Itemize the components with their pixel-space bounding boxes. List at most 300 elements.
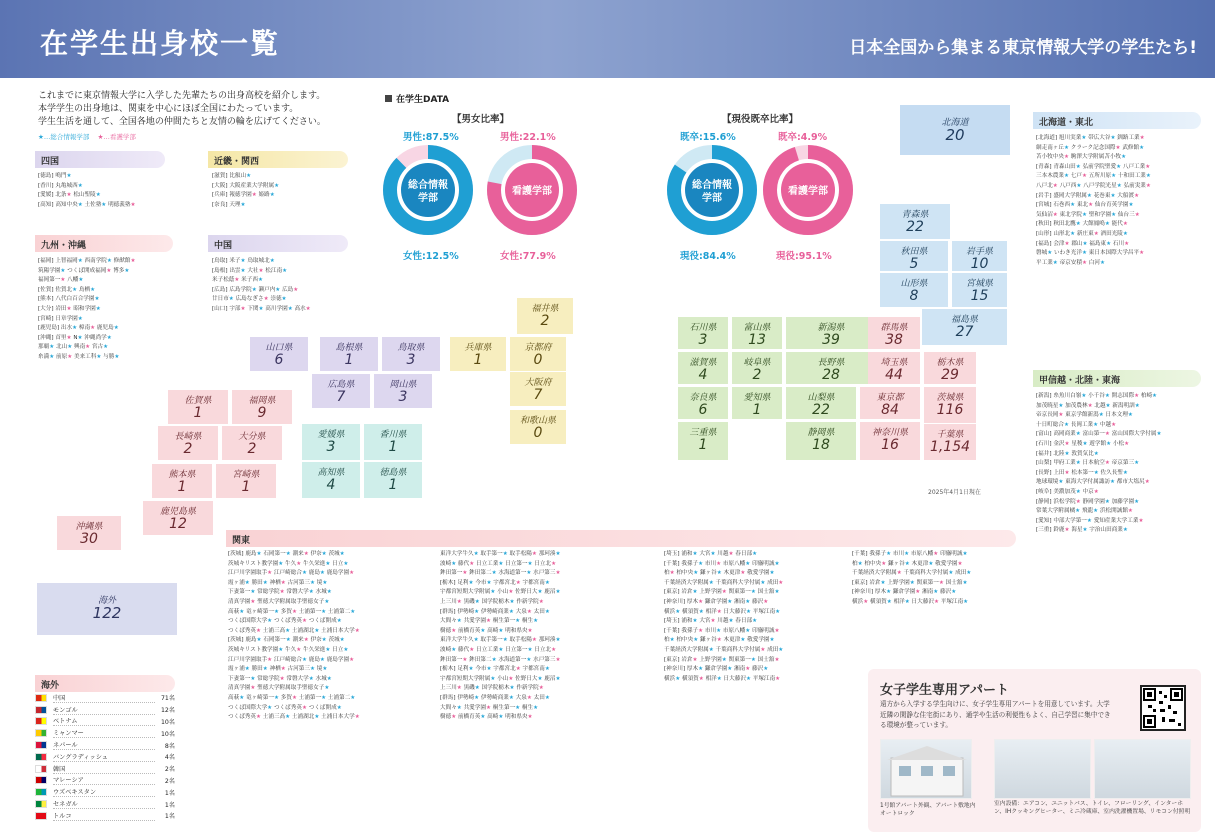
- star-icon: ★: [745, 560, 751, 567]
- prefecture-name: 三重県: [689, 428, 717, 438]
- faculty-legend: [38, 132, 136, 141]
- donut-info-gender: [380, 142, 476, 238]
- school-line: [鳥取] 米子★ 鳥取城北★: [212, 258, 275, 264]
- star-icon: ★: [456, 598, 462, 605]
- star-icon: ★: [551, 646, 557, 653]
- school-line: [大阪] 大阪産業大学附属★: [212, 182, 280, 189]
- school-line: 地球環境★ 東海大学付属諏訪★ 都市大塩尻★: [1036, 479, 1150, 486]
- prefecture-tile-osaka: [510, 372, 566, 406]
- star-icon: ★: [509, 598, 515, 605]
- star-icon: ★: [538, 598, 544, 605]
- prefecture-count: 1: [344, 352, 354, 368]
- prefecture-tile-kaigai: [37, 583, 177, 635]
- region-tag-kanto: 関東: [226, 530, 1016, 547]
- star-icon: ★: [130, 258, 136, 264]
- school-line: 江戸川学園取手★ 江戸崎総合★ 鹿島★ 鹿島学園★: [228, 570, 355, 577]
- star-icon: ★: [67, 353, 73, 360]
- overseas-row: [35, 798, 175, 810]
- star-icon: ★: [537, 675, 543, 682]
- star-icon: ★: [251, 192, 257, 199]
- prefecture-count: 20: [945, 126, 965, 144]
- star-icon: ★: [240, 267, 246, 274]
- school-line: [山口] 宇部★ 下関★ 高川学園★ 高水★: [212, 305, 311, 312]
- star-icon: ★: [314, 627, 320, 634]
- star-icon: ★: [928, 560, 934, 567]
- prefecture-tile-fukushima: [922, 309, 1007, 345]
- school-line: 波崎★ 藤代★ 日立工業★ 日立第一★ 日立北★: [440, 560, 557, 567]
- prefecture-count: 84: [881, 402, 899, 418]
- star-icon: ★: [305, 305, 311, 312]
- star-icon: ★: [480, 627, 486, 634]
- country-name: 中国: [53, 693, 155, 703]
- star-icon: ★: [267, 704, 273, 711]
- prefecture-count: 44: [885, 367, 903, 383]
- star-icon: ★: [752, 551, 758, 557]
- star-icon: ★: [1134, 460, 1140, 467]
- star-icon: ★: [698, 675, 704, 682]
- star-icon: ★: [515, 618, 521, 625]
- prefecture-count: 22: [906, 219, 924, 235]
- prefecture-tile-kagoshima: [143, 501, 213, 535]
- star-icon: ★: [257, 277, 263, 284]
- star-icon: ★: [321, 551, 327, 557]
- prefecture-count: 1,154: [929, 439, 971, 455]
- star-icon: ★: [282, 267, 288, 274]
- school-line: [宮城] 石巻西★ 東北★ 仙台育英学園★: [1036, 202, 1134, 209]
- prefecture-tile-miyagi: [952, 273, 1007, 307]
- school-line: [群馬] 伊勢崎★ 伊勢崎商業★ 大泉★ 太田★: [440, 694, 550, 701]
- star-icon: ★: [1128, 202, 1134, 209]
- star-icon: ★: [66, 192, 72, 199]
- qr-code-icon[interactable]: [1140, 685, 1186, 731]
- star-icon: ★: [66, 173, 72, 179]
- star-icon: ★: [462, 656, 468, 663]
- star-icon: ★: [1086, 192, 1092, 199]
- star-icon: ★: [49, 344, 55, 351]
- overseas-row: [35, 716, 175, 728]
- prefecture-name: 広島県: [327, 380, 355, 390]
- school-line: [三重] 鈴鹿★ 海星★ 宇治山田商業★: [1036, 527, 1128, 534]
- prefecture-tile-yamaguchi: [250, 337, 308, 371]
- prefecture-count: 5: [909, 256, 919, 272]
- star-icon: ★: [339, 551, 345, 557]
- prefecture-tile-okinawa: [57, 516, 121, 550]
- star-icon: ★: [1111, 421, 1117, 428]
- star-icon: ★: [325, 646, 331, 653]
- prefecture-tile-shimane: [320, 337, 378, 371]
- star-icon: ★: [1052, 259, 1058, 266]
- school-line: [香川] 丸亀城西★: [38, 182, 83, 189]
- school-line: 樹徳★ 前橋育英★ 高崎★ 明和県央★: [440, 714, 533, 721]
- info-female-label: 女性:12.5%: [403, 251, 459, 262]
- star-icon: ★: [103, 344, 109, 351]
- star-icon: ★: [669, 637, 675, 644]
- school-line: 加茂暁星★ 加茂農林★ 北越★ 新潟明訓★: [1036, 402, 1140, 409]
- star-icon: ★: [262, 579, 268, 586]
- school-line: 常葉大学附属橘★ 飛龍★ 浜松開誠館★: [1036, 508, 1133, 515]
- star-icon: ★: [1093, 488, 1099, 495]
- school-line: [大分] 岩田★ 昭和学園★: [38, 305, 101, 312]
- school-line: 波崎★ 藤代★ 日立工業★ 日立第一★ 日立北★: [440, 646, 557, 653]
- star-icon: ★: [698, 666, 704, 673]
- star-icon: ★: [774, 656, 780, 663]
- star-icon: ★: [515, 579, 521, 586]
- star-icon: ★: [250, 589, 256, 596]
- school-line: 清真学園★ 聖徳大学附属取手聖徳女子★: [228, 598, 330, 605]
- school-line: つくば秀英★ 土浦三高★ 土浦湖北★ 土浦日本大学★: [228, 627, 360, 634]
- prefecture-count: 7: [533, 387, 543, 403]
- flag-icon: [35, 812, 47, 820]
- school-line: 柏★ 柏中央★ 鎌ヶ谷★ 木更津★ 敬愛学園★: [664, 570, 775, 577]
- overseas-row: [35, 751, 175, 763]
- nursing-current-label: 現役:95.1%: [776, 251, 832, 262]
- star-icon: ★: [760, 579, 766, 586]
- star-icon: ★: [486, 579, 492, 586]
- star-icon: ★: [1081, 259, 1087, 266]
- star-icon: ★: [267, 656, 273, 663]
- school-line: [埼玉] 浦和★ 大宮★ 川越★ 春日部★: [664, 551, 758, 557]
- overseas-row: [35, 810, 175, 822]
- page-title: 在学生出身校一覧: [40, 27, 281, 60]
- country-name: 韓国: [53, 764, 155, 774]
- star-icon: ★: [527, 560, 533, 567]
- star-icon: ★: [1093, 421, 1099, 428]
- prefecture-name: 長崎県: [174, 432, 202, 442]
- legend-info: ★…総合情報学部: [38, 133, 90, 141]
- school-line: [神奈川] 厚木★ 鎌倉学園★ 湘南★ 藤沢★: [852, 589, 957, 596]
- star-icon: ★: [251, 286, 257, 293]
- star-icon: ★: [740, 570, 746, 577]
- star-icon: ★: [555, 656, 561, 663]
- school-line: 千葉経済大学附属★ 千葉商科大学付属★ 成田★: [664, 646, 784, 653]
- prefecture-tile-aichi: [732, 387, 782, 419]
- school-line: 八戸北★ 八戸西★ 八戸学院光星★ 弘前実業★: [1036, 182, 1151, 189]
- star-icon: ★: [246, 173, 252, 179]
- star-icon: ★: [863, 598, 869, 605]
- star-icon: ★: [1086, 517, 1092, 524]
- star-icon: ★: [285, 637, 291, 644]
- star-icon: ★: [1134, 192, 1140, 199]
- school-line: [青森] 青森山田★ 弘前学院聖愛★ 八戸工業★: [1036, 163, 1151, 170]
- region-tag-chugoku: 中国: [208, 235, 348, 252]
- country-count: 2名: [164, 766, 175, 774]
- star-icon: ★: [485, 704, 491, 711]
- prefecture-tile-iwate: [952, 241, 1007, 271]
- star-icon: ★: [938, 579, 944, 586]
- prefecture-name: 熊本県: [168, 470, 196, 480]
- star-icon: ★: [324, 598, 330, 605]
- prefecture-count: 30: [80, 531, 98, 547]
- country-name: トルコ: [53, 811, 155, 821]
- prefecture-name: 大分県: [238, 432, 266, 442]
- school-line: 網走南ヶ丘★ クラーク記念国際★ 武修館★: [1036, 144, 1145, 151]
- star-icon: ★: [240, 258, 246, 264]
- star-icon: ★: [322, 579, 328, 586]
- star-icon: ★: [451, 627, 457, 634]
- star-icon: ★: [1099, 259, 1105, 266]
- prefecture-name: 大阪府: [524, 378, 552, 388]
- star-icon: ★: [1124, 440, 1130, 447]
- prefecture-tile-saitama: [868, 352, 920, 384]
- school-line: 鉾田第一★ 鉾田第二★ 水海道第一★ 水戸第三★: [440, 656, 561, 663]
- school-line: [宮崎] 日章学園★: [38, 315, 83, 322]
- prefecture-name: 神奈川県: [871, 428, 908, 438]
- star-icon: ★: [85, 344, 91, 351]
- school-line: [神奈川] 厚木★ 鎌倉学園★ 湘南★ 藤沢★: [664, 598, 769, 605]
- school-line: 大間々★ 共愛学園★ 桐生第一★ 桐生★: [440, 704, 539, 711]
- star-icon: ★: [285, 714, 291, 721]
- donut-nursing-current: [760, 142, 856, 238]
- flag-icon: [35, 694, 47, 702]
- star-icon: ★: [101, 201, 107, 208]
- star-icon: ★: [106, 267, 112, 274]
- school-line: [長野] 上田★ 松本第一★ 佐久長聖★: [1036, 469, 1128, 476]
- star-icon: ★: [1122, 221, 1128, 228]
- star-icon: ★: [308, 589, 314, 596]
- star-icon: ★: [1134, 211, 1140, 218]
- prefecture-count: 3: [406, 352, 416, 368]
- star-icon: ★: [1063, 421, 1069, 428]
- star-icon: ★: [336, 618, 342, 625]
- star-icon: ★: [698, 608, 704, 615]
- prefecture-count: 18: [812, 437, 830, 453]
- star-icon: ★: [258, 305, 264, 312]
- prefecture-count: 2: [183, 441, 193, 457]
- donut-center-label: 総合情報: [408, 180, 448, 191]
- prefecture-name: 奈良県: [689, 393, 717, 403]
- star-icon: ★: [267, 618, 273, 625]
- school-line: 気仙沼★ 東北学院★ 聖和学園★ 仙台三★: [1036, 211, 1140, 218]
- star-icon: ★: [716, 675, 722, 682]
- school-list-hokkaido-tohoku: [1036, 134, 1204, 359]
- school-line: 上三川★ 黒磯★ 国学院栃木★ 作新学院★: [440, 685, 544, 692]
- star-icon: ★: [1070, 202, 1076, 209]
- star-icon: ★: [278, 560, 284, 567]
- school-line: 廿日市★ 広島なぎさ★ 崇徳★: [212, 296, 287, 303]
- prefecture-count: 3: [698, 332, 708, 348]
- star-icon: ★: [1111, 211, 1117, 218]
- star-icon: ★: [234, 277, 240, 284]
- star-icon: ★: [486, 666, 492, 673]
- prefecture-tile-gunma: [868, 317, 920, 349]
- star-icon: ★: [469, 560, 475, 567]
- star-icon: ★: [531, 551, 537, 557]
- nursing-graduate-label: 既卒:4.9%: [778, 132, 828, 143]
- star-icon: ★: [1087, 402, 1093, 409]
- donut-center-label: 学部: [702, 193, 722, 204]
- prefecture-tile-oita: [222, 426, 282, 460]
- prefecture-tile-tokushima: [364, 462, 422, 498]
- star-icon: ★: [321, 694, 327, 701]
- prefecture-name: 茨城県: [936, 393, 964, 403]
- country-count: 2名: [164, 777, 175, 785]
- prefecture-count: 9: [257, 405, 267, 421]
- prefecture-name: 千葉県: [936, 430, 964, 440]
- star-icon: ★: [526, 570, 532, 577]
- star-icon: ★: [250, 675, 256, 682]
- star-icon: ★: [527, 627, 533, 634]
- star-icon: ★: [857, 560, 863, 567]
- prefecture-count: 0: [533, 425, 543, 441]
- star-icon: ★: [354, 627, 360, 634]
- date-note: 2025年4月1日現在: [928, 489, 981, 496]
- prefecture-tile-nara: [678, 387, 728, 419]
- flag-icon: [35, 765, 47, 773]
- school-list-chugoku: [212, 257, 367, 317]
- star-icon: ★: [698, 560, 704, 567]
- apartment-caption-1: 1号館アパート外観、アパート敷地内オートロック: [880, 803, 976, 817]
- school-line: 樹徳★ 前橋育英★ 高崎★ 明和県央★: [440, 627, 533, 634]
- star-icon: ★: [258, 267, 264, 274]
- star-icon: ★: [491, 570, 497, 577]
- star-icon: ★: [537, 589, 543, 596]
- star-icon: ★: [1145, 163, 1151, 170]
- star-icon: ★: [1145, 182, 1151, 189]
- star-icon: ★: [324, 685, 330, 692]
- star-icon: ★: [291, 694, 297, 701]
- star-icon: ★: [279, 675, 285, 682]
- intro-line: 本学学生の出身地は、関東を中心にほぼ全国にわたっています。: [38, 104, 299, 114]
- prefecture-tile-saga: [168, 390, 228, 424]
- prefecture-tile-kumamoto: [152, 464, 212, 498]
- school-line: 柏★ 柏中央★ 鎌ヶ谷★ 木更津★ 敬愛学園★: [852, 560, 963, 567]
- prefecture-count: 1: [193, 405, 203, 421]
- star-icon: ★: [1122, 469, 1128, 476]
- star-icon: ★: [1093, 508, 1099, 515]
- star-icon: ★: [287, 305, 293, 312]
- star-icon: ★: [281, 296, 287, 303]
- star-icon: ★: [66, 305, 72, 312]
- star-icon: ★: [948, 570, 954, 577]
- star-icon: ★: [881, 560, 887, 567]
- star-icon: ★: [1134, 498, 1140, 505]
- star-icon: ★: [710, 618, 716, 625]
- apartment-caption-2: 室内設備：エアコン、ユニットバス、トイレ、フローリング、インターホン、IHクッキングヒーター、ミニ冷蔵庫、室内洗濯機置場、リモコン付照明: [994, 801, 1191, 815]
- star-icon: ★: [490, 589, 496, 596]
- school-list-shikoku: [38, 172, 203, 214]
- overseas-row: [35, 763, 175, 775]
- prefecture-tile-toyama: [732, 317, 782, 349]
- star-icon: ★: [485, 618, 491, 625]
- prefecture-count: 1: [752, 402, 762, 418]
- star-icon: ★: [698, 598, 704, 605]
- star-icon: ★: [1098, 412, 1104, 419]
- star-icon: ★: [933, 589, 939, 596]
- country-name: モンゴル: [53, 705, 155, 715]
- star-icon: ★: [721, 589, 727, 596]
- star-icon: ★: [1134, 393, 1140, 399]
- star-icon: ★: [508, 608, 514, 615]
- prefecture-name: 京都府: [524, 343, 552, 353]
- donut-center-label: 看護学部: [788, 186, 828, 197]
- prefecture-name: 福島県: [950, 315, 978, 325]
- school-line: 福岡第一★ 八幡★: [38, 277, 84, 284]
- star-icon: ★: [963, 598, 969, 605]
- prefecture-tile-gifu: [732, 352, 782, 384]
- prefecture-count: 2: [752, 367, 762, 383]
- flag-icon: [35, 788, 47, 796]
- country-count: 4名: [164, 754, 175, 762]
- current-ratio-title: 【現役既卒比率】: [722, 114, 799, 125]
- prefecture-name: 東京都: [876, 393, 904, 403]
- star-icon: ★: [106, 334, 112, 341]
- star-icon: ★: [239, 694, 245, 701]
- star-icon: ★: [319, 656, 325, 663]
- info-male-label: 男性:87.5%: [403, 132, 459, 143]
- star-icon: ★: [90, 286, 96, 293]
- region-tag-shikoku: 四国: [35, 151, 165, 168]
- prefecture-count: 8: [909, 288, 919, 304]
- school-line: [千葉] 我孫子★ 市川★ 市原八幡★ 印旛明誠★: [664, 627, 780, 634]
- prefecture-tile-yamagata: [880, 273, 948, 307]
- prefecture-name: 秋田県: [900, 247, 928, 257]
- star-icon: ★: [94, 296, 100, 303]
- star-icon: ★: [60, 277, 66, 284]
- star-icon: ★: [951, 589, 957, 596]
- school-line: [鹿児島] 出水★ 樟南★ 鹿児島★: [38, 325, 119, 332]
- star-icon: ★: [319, 570, 325, 577]
- prefecture-name: 北海道: [941, 118, 969, 128]
- star-icon: ★: [1082, 527, 1088, 534]
- school-line: 下妻第一★ 常総学院★ 常磐大学★ 水城★: [228, 675, 332, 682]
- star-icon: ★: [716, 560, 722, 567]
- star-icon: ★: [502, 637, 508, 644]
- star-icon: ★: [130, 201, 136, 208]
- school-line: [栃木] 足利★ 今市★ 宇都宮北★ 宇都宮南★: [440, 579, 550, 586]
- star-icon: ★: [763, 666, 769, 673]
- prefecture-name: 長野県: [817, 358, 845, 368]
- star-icon: ★: [301, 570, 307, 577]
- star-icon: ★: [778, 579, 784, 586]
- donut-center-label: 看護学部: [512, 186, 552, 197]
- star-icon: ★: [669, 570, 675, 577]
- star-icon: ★: [490, 675, 496, 682]
- star-icon: ★: [451, 560, 457, 567]
- star-icon: ★: [509, 685, 515, 692]
- school-line: 茨城キリスト教学園★ 牛久★ 牛久栄進★ 日立★: [228, 560, 349, 567]
- school-line: 十日町総合★ 長岡工業★ 中越★: [1036, 421, 1117, 428]
- star-icon: ★: [533, 618, 539, 625]
- star-icon: ★: [727, 666, 733, 673]
- country-name: ベトナム: [53, 716, 155, 726]
- apartment-panel: [868, 669, 1201, 832]
- prefecture-name: 山梨県: [807, 393, 835, 403]
- star-icon: ★: [886, 589, 892, 596]
- apartment-room-photo-1: [994, 739, 1091, 799]
- star-icon: ★: [273, 608, 279, 615]
- prefecture-name: 島根県: [335, 343, 363, 353]
- star-icon: ★: [474, 685, 480, 692]
- star-icon: ★: [544, 666, 550, 673]
- prefecture-count: 122: [92, 604, 122, 622]
- overseas-row: [35, 739, 175, 751]
- prefecture-count: 13: [748, 332, 766, 348]
- star-icon: ★: [1052, 211, 1058, 218]
- prefecture-tile-hiroshima: [312, 374, 370, 408]
- star-icon: ★: [544, 579, 550, 586]
- prefecture-name: 海外: [97, 596, 116, 606]
- prefecture-count: 4: [326, 477, 336, 493]
- star-icon: ★: [267, 570, 273, 577]
- school-line: 江戸川学園取手★ 江戸崎総合★ 鹿島★ 鹿島学園★: [228, 656, 355, 663]
- star-icon: ★: [469, 646, 475, 653]
- prefecture-tile-kochi: [302, 462, 360, 498]
- school-line: [栃木] 足利★ 今市★ 宇都宮北★ 宇都宮南★: [440, 666, 550, 673]
- donut-center-label: 総合情報: [692, 180, 732, 191]
- school-line: [茨城] 鹿島★ 石岡第一★ 潮来★ 伊奈★ 茨城★: [228, 637, 345, 644]
- star-icon: ★: [745, 666, 751, 673]
- star-icon: ★: [692, 618, 698, 625]
